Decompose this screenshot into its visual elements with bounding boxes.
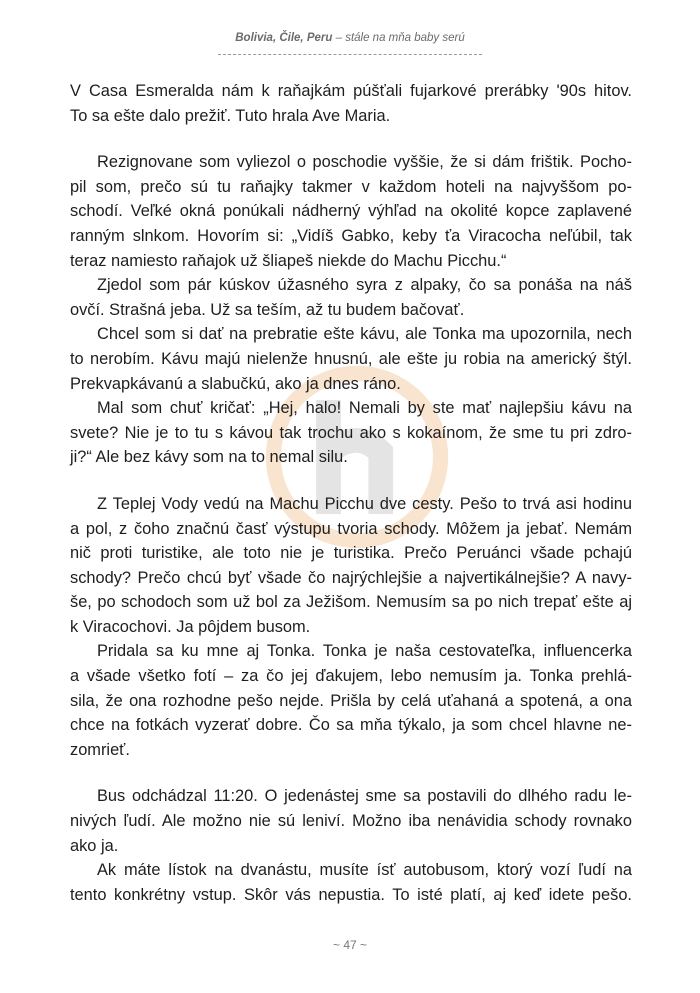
text-line: Chcel som si dať na prebratie ešte kávu, ale Tonka ma upozornila, nech: [97, 325, 632, 344]
text-line: pil som, prečo sú tu raňajky takmer v každom hoteli na najvyššom po-: [70, 177, 632, 196]
text-line: Zjedol som pár kúskov úžasného syra z alpaky, čo sa ponáša na náš: [97, 276, 632, 295]
text-line: a pol, z čoho značnú časť výstupu tvoria schody. Môžem ja jebať. Nemám: [70, 519, 632, 538]
text-line: ranným slnkom. Hovorím si: „Vidíš Gabko, keby ťa Viracocha neľúbil, tak: [70, 226, 632, 245]
text-line: schodí. Veľké okná ponúkali nádherný výhľad na okolité kopce zaplavené: [70, 202, 632, 221]
paragraph: [70, 784, 632, 858]
text-line: To sa ešte dalo prežiť. Tuto hrala Ave Maria.: [70, 106, 391, 125]
paragraph: [70, 322, 632, 396]
text-line: zomrieť.: [70, 740, 130, 759]
body-text: [70, 79, 632, 907]
paragraph: [70, 79, 632, 128]
text-line: ako ja.: [70, 836, 119, 855]
text-line: chce na fotkách vyzerať dobre. Čo sa mňa týkalo, ja som chcel hlavne ne-: [70, 716, 632, 735]
text-line: nič proti turistike, ale toto nie je turistika. Prečo Peruánci všade pchajú: [70, 544, 632, 563]
text-line: Prekvapkávanú a slabučkú, ako ja dnes ráno.: [70, 374, 401, 393]
text-line: schody? Prečo chcú byť všade čo najrýchlejšie a najvertikálnejšie? A navy-: [70, 568, 632, 587]
text-line: k Viracochovi. Ja pôjdem busom.: [70, 617, 311, 636]
running-head-subtitle: – stále na mňa baby serú: [335, 32, 465, 44]
running-head-title: Bolivia, Čile, Peru: [235, 32, 333, 44]
running-head: [0, 32, 700, 44]
text-line: teraz namiesto raňajok už šliapeš niekde do Machu Picchu.“: [70, 251, 507, 270]
page-number: ~ 47 ~: [332, 938, 368, 952]
text-line: tento konkrétny vstup. Skôr vás nepustia. To isté platí, aj keď idete pešo.: [70, 885, 632, 904]
text-line: Pridala sa ku mne aj Tonka. Tonka je naša cestovateľka, influencerka: [97, 642, 632, 661]
text-line: a všade všetko fotí – za čo jej ďakujem, lebo nemusím ja. Tonka prehlá-: [70, 667, 632, 686]
text-line: ji?“ Ale bez kávy som na to nemal silu.: [70, 448, 348, 467]
text-line: Mal som chuť kričať: „Hej, halo! Nemali by ste mať najlepšiu kávu na: [97, 399, 632, 418]
text-line: svete? Nie je to tu s kávou tak trochu ako s kokaínom, že sme tu pri zdro-: [70, 423, 632, 442]
paragraph: [70, 639, 632, 762]
paragraph: [70, 150, 632, 273]
text-line: to nerobím. Kávu majú nielenže hnusnú, ale ešte ju robia na americký štýl.: [70, 349, 632, 368]
text-line: še, po schodoch som už bol za Ježišom. Nemusím sa po nich trepať ešte aj: [70, 593, 632, 612]
text-line: V Casa Esmeralda nám k raňajkám púšťali fujarkové prerábky '90s hitov.: [70, 82, 632, 100]
text-line: Bus odchádzal 11:20. O jedenástej sme sa postavili do dlhého radu le-: [97, 787, 632, 806]
text-line: Z Teplej Vody vedú na Machu Picchu dve cesty. Pešo to trvá asi hodinu: [97, 494, 632, 513]
text-line: Rezignovane som vyliezol o poschodie vyššie, že si dám frištik. Pocho-: [97, 153, 632, 172]
header-divider: [218, 54, 482, 55]
text-line: Ak máte lístok na dvanástu, musíte ísť autobusom, ktorý vozí ľudí na: [97, 861, 632, 880]
text-line: ovčí. Strašná jeba. Už sa teším, až tu budem bačovať.: [70, 300, 465, 319]
paragraph: [70, 858, 632, 907]
text-line: nivých ľudí. Ale možno nie sú leniví. Možno iba nenávidia schody rovnako: [70, 812, 632, 831]
paragraph: [70, 396, 632, 470]
paragraph: [70, 273, 632, 322]
text-line: sila, že ona rozhodne pešo nejde. Prišla by celá uťahaná a spotená, a ona: [70, 691, 632, 710]
paragraph: [70, 492, 632, 640]
